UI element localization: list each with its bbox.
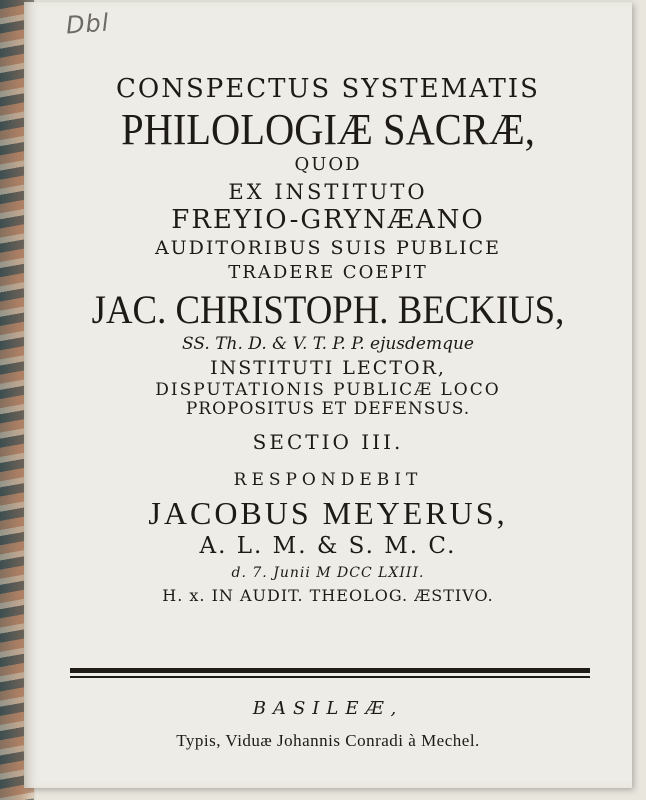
imprint-printer: Typis, Viduæ Johannis Conradi à Mechel.: [176, 731, 480, 750]
respondent-degrees: A. L. M. & S. M. C.: [199, 533, 457, 559]
title-line-freyio: FREYIO-GRYNÆANO: [171, 205, 485, 235]
title-line-propositus: PROPOSITUS ET DEFENSUS.: [185, 399, 471, 419]
title-line-philologiae: PHILOLOGIÆ SACRÆ,: [121, 105, 535, 154]
title-line-auditoribus: AUDITORIBUS SUIS PUBLICE: [154, 237, 502, 259]
author-name: JAC. CHRISTOPH. BECKIUS,: [91, 287, 565, 332]
imprint-place: BASILEÆ,: [252, 698, 404, 719]
title-line-disputationis: DISPUTATIONIS PUBLICÆ LOCO: [155, 380, 501, 400]
imprint: [24, 700, 632, 749]
double-rule-divider: [70, 668, 590, 678]
author-titles: SS. Th. D. & V. T. P. P. ejusdemque: [182, 334, 474, 354]
handwritten-shelfmark: Dbl: [65, 8, 111, 40]
title-line-lector: INSTITUTI LECTOR,: [210, 357, 446, 379]
disputation-date: d. 7. Junii M DCC LXIII.: [231, 565, 425, 581]
title-line-ex-instituto: EX INSTITUTO: [228, 180, 428, 204]
title-page-text: [24, 0, 632, 604]
rule-thin: [70, 676, 590, 678]
title-line-conspectus: CONSPECTUS SYSTEMATIS: [116, 74, 540, 104]
title-line-respondebit: RESPONDEBIT: [233, 470, 423, 490]
respondent-name: JACOBUS MEYERUS,: [148, 495, 508, 531]
rule-thick: [70, 668, 590, 673]
disputation-place: H. x. IN AUDIT. THEOLOG. ÆSTIVO.: [162, 586, 494, 605]
section-label: SECTIO III.: [252, 430, 404, 454]
title-line-tradere: TRADERE COEPIT: [228, 262, 428, 283]
title-line-quod: QUOD: [294, 154, 362, 175]
